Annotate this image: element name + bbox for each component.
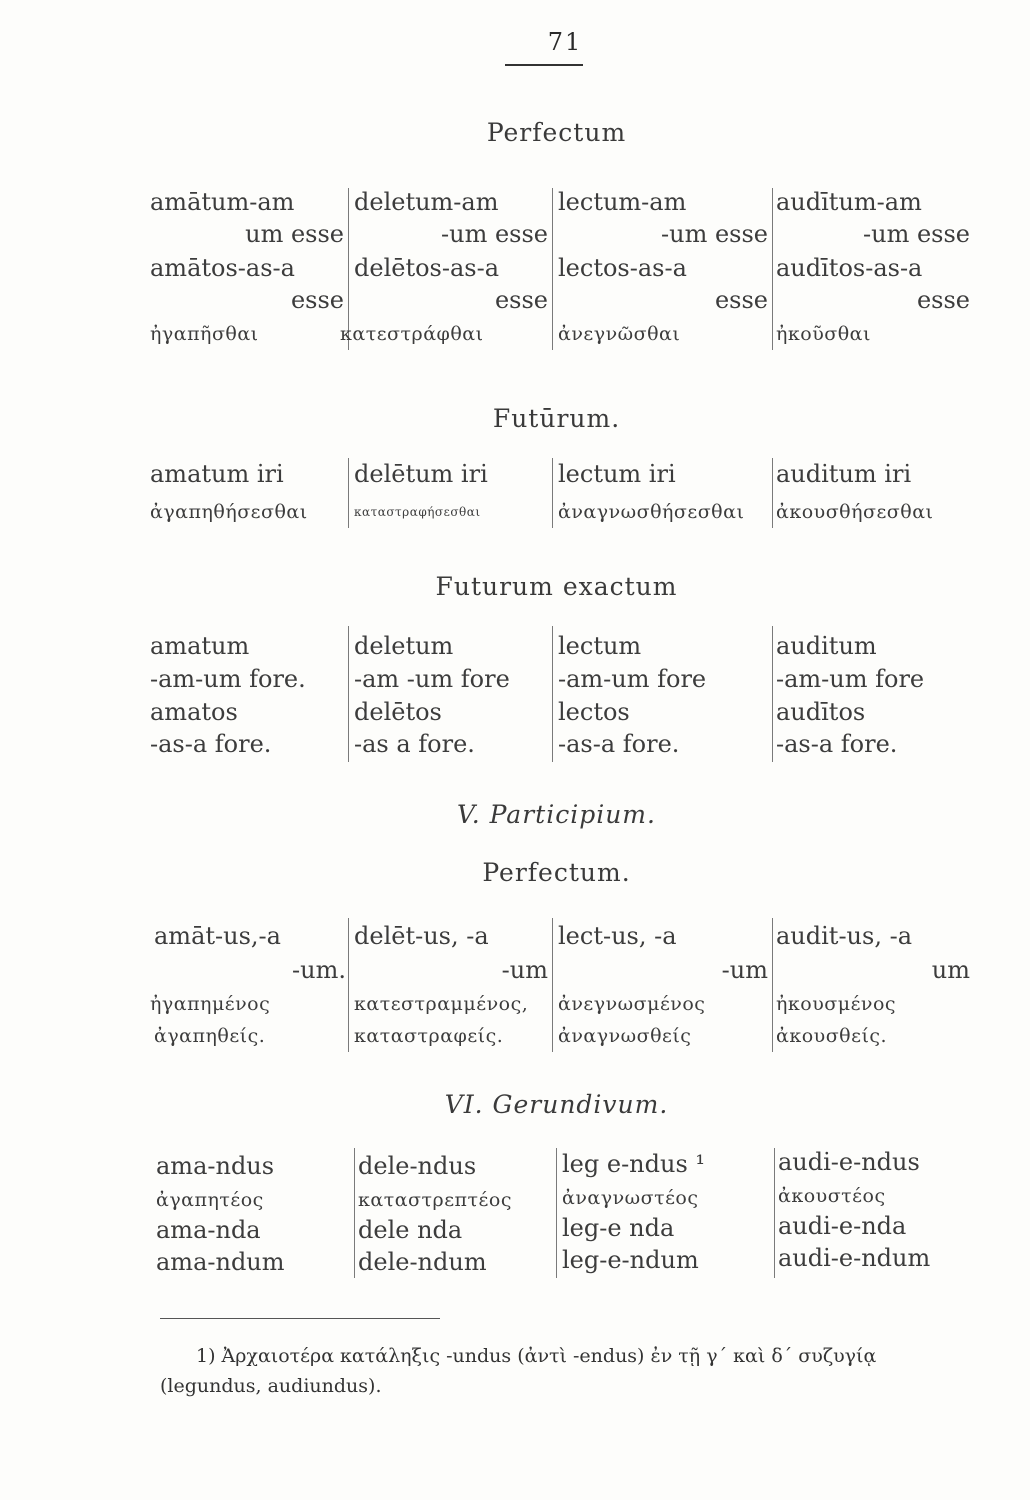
futex-cell: -as a fore. xyxy=(354,730,475,758)
perf-cell: um esse xyxy=(245,220,344,248)
footnote-line-2: (legundus, audiundus). xyxy=(160,1375,382,1397)
footnote-rule xyxy=(160,1318,440,1319)
fut-cell: delētum iri xyxy=(354,460,488,488)
column-divider xyxy=(772,626,773,762)
column-divider xyxy=(552,458,553,528)
fut-cell: amatum iri xyxy=(150,460,284,488)
futex-cell: -as-a fore. xyxy=(558,730,680,758)
futex-cell: -am-um fore xyxy=(558,665,707,693)
ger-cell: audi-e-ndus xyxy=(778,1148,920,1176)
perfectum-heading: Perfectum xyxy=(486,118,627,147)
part-greek-cell: ἀγαπηθείς. xyxy=(154,1025,266,1047)
column-divider xyxy=(772,188,773,350)
ger-cell: ama-ndus xyxy=(156,1152,275,1180)
futex-cell: -am -um fore xyxy=(354,665,510,693)
futex-cell: auditum xyxy=(776,632,877,660)
column-divider xyxy=(552,918,553,1052)
gerundivum-heading: VI. Gerundivum. xyxy=(444,1090,669,1119)
perf-cell: -um esse xyxy=(661,220,768,248)
part-greek-cell: ἀνεγνωσμένος xyxy=(558,993,706,1015)
perf-cell: lectum-am xyxy=(558,188,687,216)
column-divider xyxy=(348,626,349,762)
futex-cell: -as-a fore. xyxy=(776,730,898,758)
futex-cell: -as-a fore. xyxy=(150,730,272,758)
part-cell: -um xyxy=(721,956,768,984)
ger-cell: leg-e nda xyxy=(562,1214,675,1242)
column-divider xyxy=(552,188,553,350)
futex-cell: -am-um fore xyxy=(776,665,925,693)
part-cell: audit-us, -a xyxy=(776,922,913,950)
ger-greek-cell: ἀναγνωστέος xyxy=(562,1187,699,1209)
part-cell: -um xyxy=(501,956,548,984)
perf-cell: deletum-am xyxy=(354,188,499,216)
column-divider xyxy=(348,918,349,1052)
part-cell: delēt-us, -a xyxy=(354,922,489,950)
ger-cell: ama-nda xyxy=(156,1216,261,1244)
fut-cell: lectum iri xyxy=(558,460,676,488)
column-divider xyxy=(348,458,349,528)
ger-greek-cell: καταστρεπτέος xyxy=(358,1189,512,1211)
ger-cell: leg e-ndus ¹ xyxy=(562,1150,706,1178)
fut-greek-cell: ἀκουσθήσεσθαι xyxy=(776,501,934,523)
perf-cell: lectos-as-a xyxy=(558,254,687,282)
futex-cell: audītos xyxy=(776,698,866,726)
part-greek-cell: καταστραφείς. xyxy=(354,1025,504,1047)
fut-greek-cell: ἀναγνωσθήσεσθαι xyxy=(558,501,745,523)
page-number: 71 xyxy=(547,28,583,56)
ger-cell: audi-e-nda xyxy=(778,1212,907,1240)
column-divider xyxy=(552,626,553,762)
column-divider xyxy=(354,1148,355,1278)
part-cell: amāt-us,-a xyxy=(154,922,281,950)
futurum-exactum-heading: Futurum exactum xyxy=(435,572,678,601)
perf-greek-cell: ἠκοῦσθαι xyxy=(776,323,871,345)
perf-greek-cell: κατεστράφθαι xyxy=(340,323,484,345)
ger-cell: ama-ndum xyxy=(156,1248,285,1276)
perf-cell: -um esse xyxy=(863,220,970,248)
ger-greek-cell: ἀκουστέος xyxy=(778,1185,886,1207)
perf-cell: esse xyxy=(494,286,548,314)
perf-cell: esse xyxy=(916,286,970,314)
column-divider xyxy=(772,918,773,1052)
fut-cell: auditum iri xyxy=(776,460,912,488)
futex-cell: lectos xyxy=(558,698,630,726)
footnote-line-1: 1) Ἀρχαιοτέρα κατάληξις -undus (ἀντὶ -endus) ἐν τῇ γ΄ καὶ δ΄ συζυγίᾳ xyxy=(196,1345,877,1367)
part-cell: lect-us, -a xyxy=(558,922,677,950)
ger-cell: leg-e-ndum xyxy=(562,1246,699,1274)
fut-greek-cell: καταστραφήσεσθαι xyxy=(354,505,481,519)
part-greek-cell: κατεστραμμένος, xyxy=(354,993,529,1015)
perf-cell: delētos-as-a xyxy=(354,254,500,282)
perf-cell: esse xyxy=(714,286,768,314)
part-greek-cell: ἠκουσμένος xyxy=(776,993,897,1015)
perf-cell: esse xyxy=(290,286,344,314)
perf-greek-cell: ἀνεγνῶσθαι xyxy=(558,323,681,345)
column-divider xyxy=(772,458,773,528)
column-divider xyxy=(556,1148,557,1278)
perf-cell: audītum-am xyxy=(776,188,922,216)
futex-cell: deletum xyxy=(354,632,454,660)
futurum-heading: Futūrum. xyxy=(492,404,621,433)
futex-cell: amatos xyxy=(150,698,238,726)
perf-cell: amātos-as-a xyxy=(150,254,295,282)
futex-cell: lectum xyxy=(558,632,642,660)
perf-cell: -um esse xyxy=(441,220,548,248)
part-greek-cell: ἠγαπημένος xyxy=(150,993,271,1015)
participium-subheading: Perfectum. xyxy=(482,858,631,887)
participium-heading: V. Participium. xyxy=(457,800,656,829)
fut-greek-cell: ἀγαπηθήσεσθαι xyxy=(150,501,308,523)
ger-cell: dele-ndum xyxy=(358,1248,487,1276)
futex-cell: delētos xyxy=(354,698,442,726)
futex-cell: -am-um fore. xyxy=(150,665,306,693)
ger-cell: dele nda xyxy=(358,1216,463,1244)
part-cell: um xyxy=(931,956,970,984)
perf-greek-cell: ἠγαπῆσθαι xyxy=(150,323,259,345)
part-cell: -um. xyxy=(292,956,346,984)
page-number-rule xyxy=(505,64,583,66)
ger-greek-cell: ἀγαπητέος xyxy=(156,1189,264,1211)
futex-cell: amatum xyxy=(150,632,250,660)
column-divider xyxy=(774,1148,775,1278)
part-greek-cell: ἀναγνωσθείς xyxy=(558,1025,692,1047)
ger-cell: audi-e-ndum xyxy=(778,1244,931,1272)
ger-cell: dele-ndus xyxy=(358,1152,477,1180)
perf-cell: audītos-as-a xyxy=(776,254,923,282)
perf-cell: amātum-am xyxy=(150,188,295,216)
part-greek-cell: ἀκουσθείς. xyxy=(776,1025,888,1047)
